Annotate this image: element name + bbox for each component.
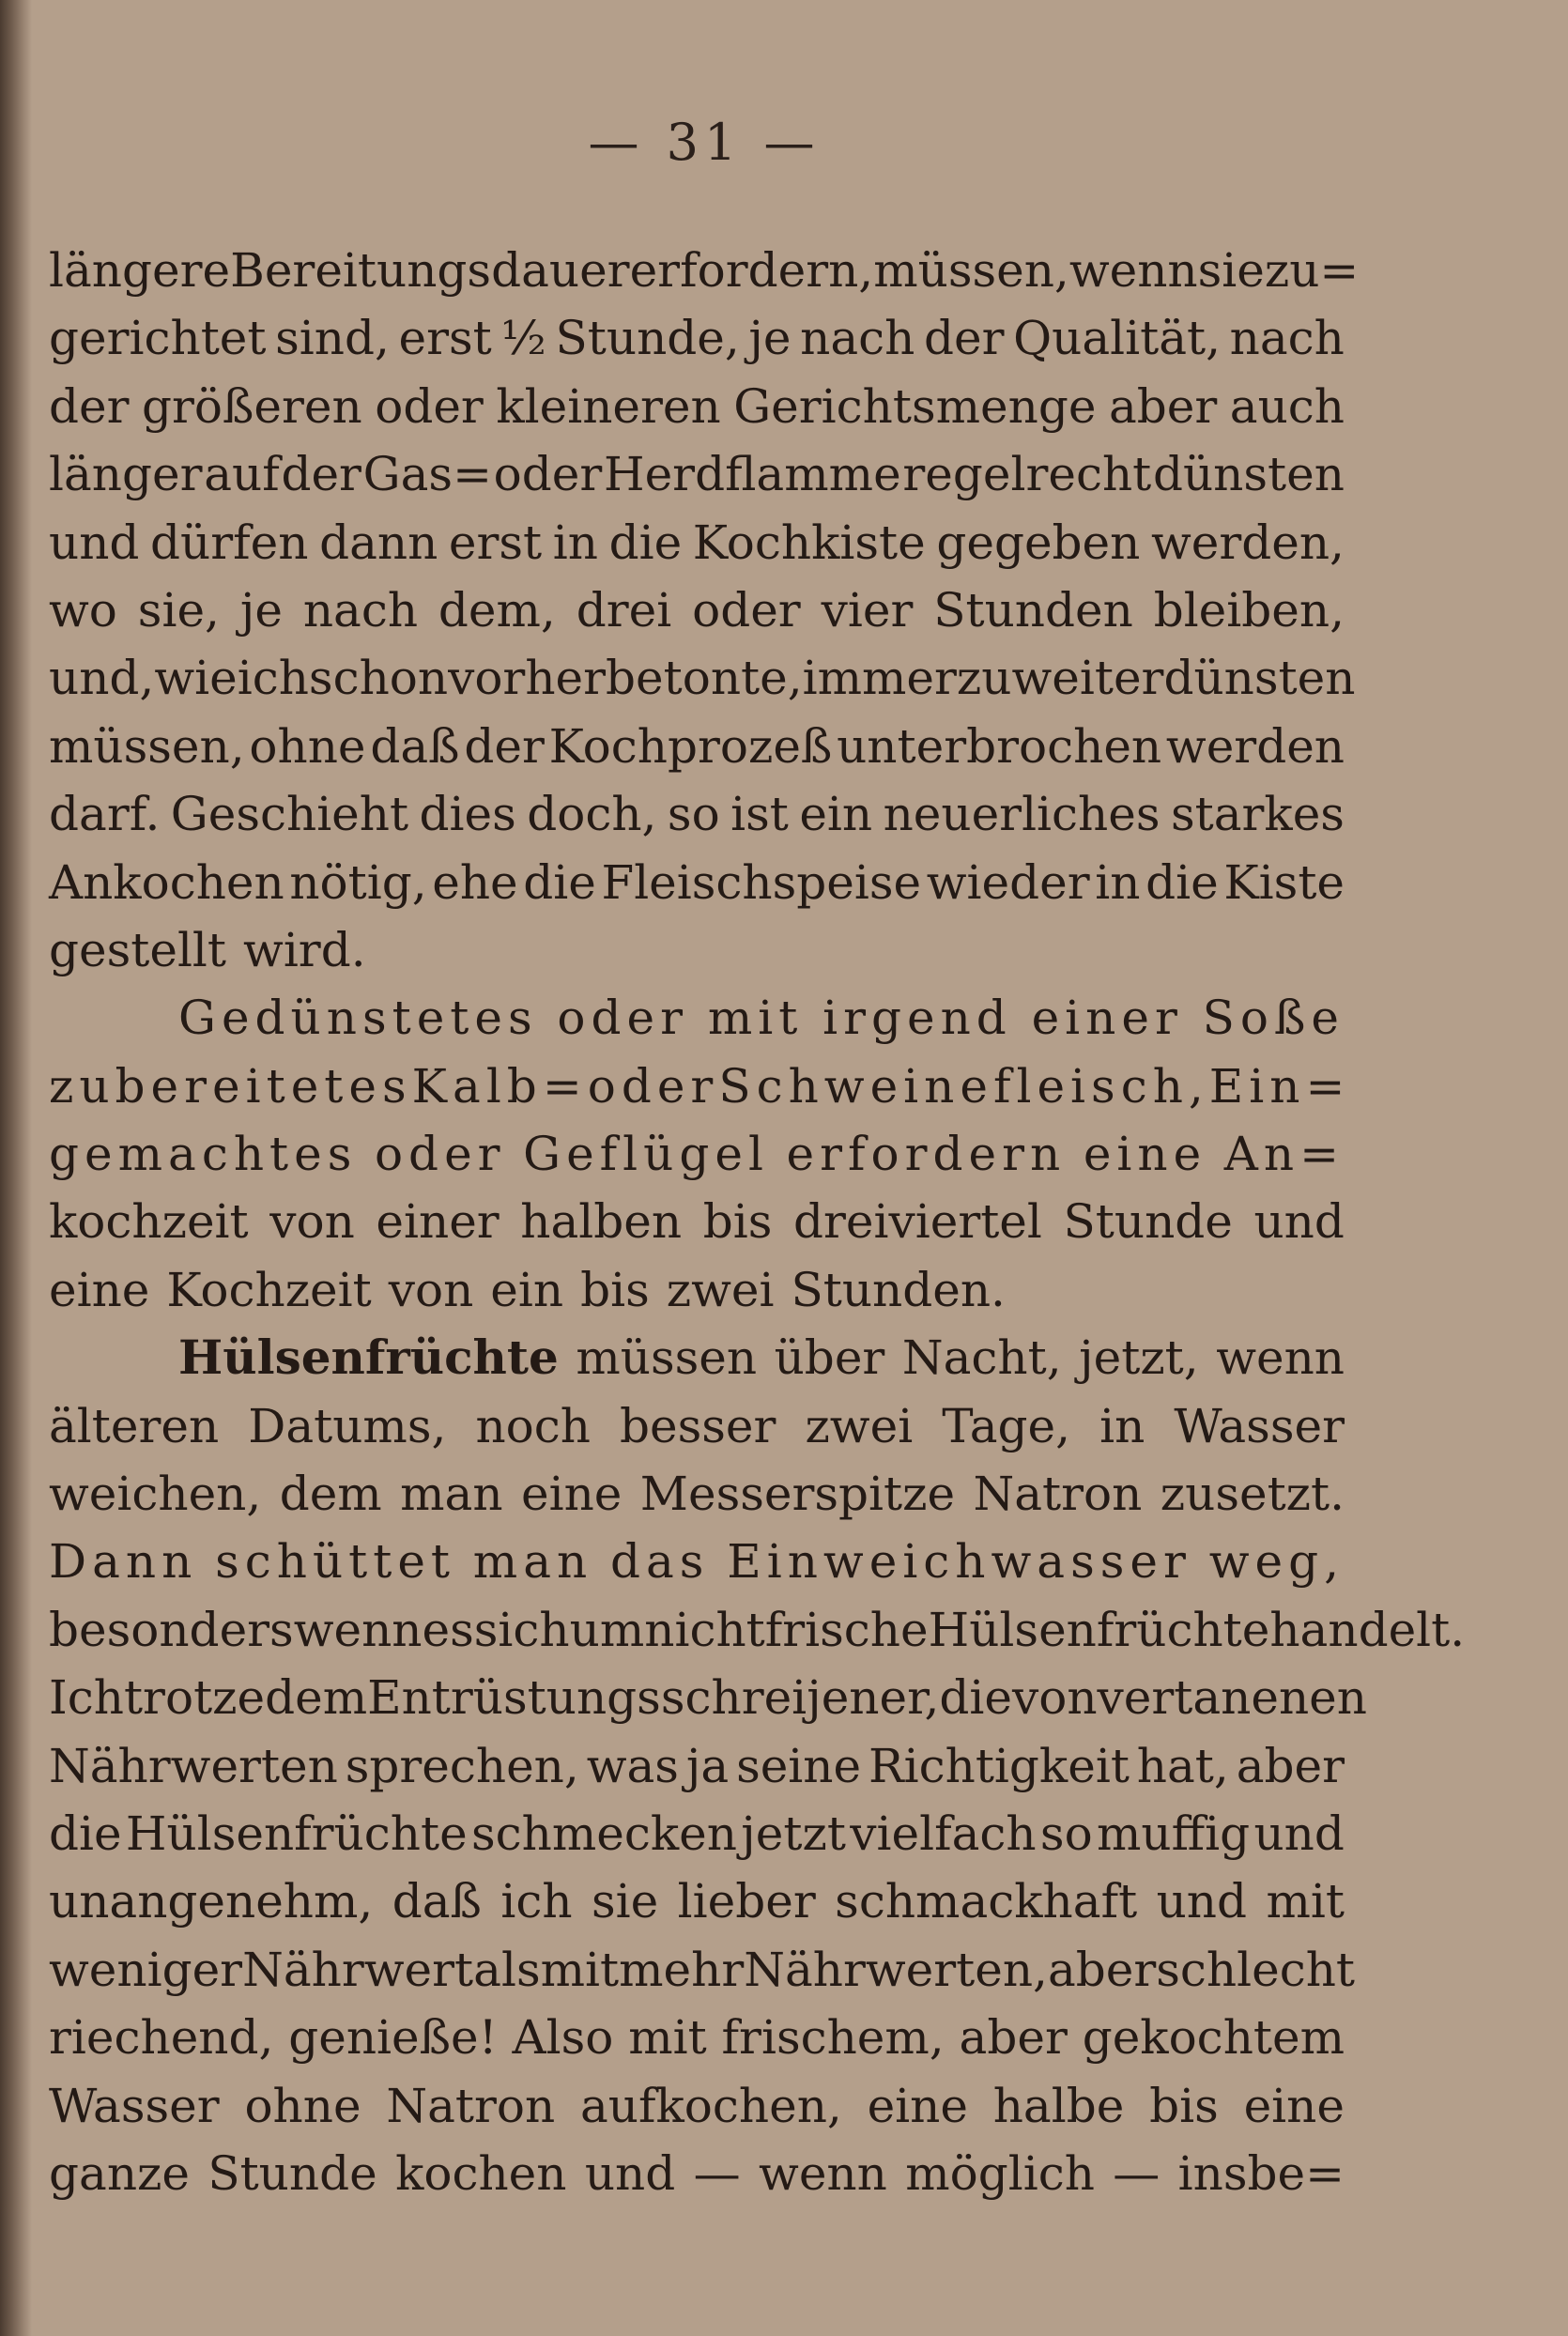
word: in (1099, 1398, 1145, 1453)
word: nach (1229, 311, 1345, 366)
text-line (49, 1800, 1345, 1867)
word: möglich (905, 2145, 1095, 2201)
word: ist (730, 787, 789, 842)
word: schmackhaft (835, 1874, 1138, 1929)
word: es (422, 1602, 474, 1657)
word: aber (1108, 378, 1218, 434)
word: sie (592, 1874, 659, 1929)
word: mit (540, 1942, 620, 1997)
text-line (49, 1188, 1345, 1255)
word: neuerliches (883, 787, 1161, 842)
word: eine (1083, 1127, 1207, 1182)
word: wie (154, 651, 238, 706)
word: und (49, 515, 140, 570)
word: oder (374, 1127, 506, 1182)
word: Natron (386, 2078, 556, 2133)
text-line (49, 1596, 1466, 1664)
text-line (49, 2140, 1345, 2207)
text-line (49, 2004, 1345, 2071)
word: werden (1165, 718, 1345, 774)
word: weiter (1011, 651, 1164, 706)
word: gekochtem (1082, 2010, 1345, 2066)
word: dürfen (150, 515, 309, 570)
word: und (1253, 1194, 1345, 1250)
word: länger (49, 447, 203, 502)
word: erfordern, (629, 243, 874, 298)
word: Nährwerten (49, 1738, 338, 1793)
word: gerichtet (49, 311, 267, 366)
word: Herdflamme (603, 447, 901, 502)
word: Soße (1202, 991, 1345, 1046)
word: müssen (576, 1330, 758, 1386)
word: Ein= (1208, 1058, 1351, 1114)
text-line (49, 1324, 1345, 1391)
word: sie (1197, 243, 1265, 298)
word: daß (370, 718, 460, 774)
text-line (49, 576, 1345, 644)
text-line (49, 304, 1345, 372)
word: nach (302, 582, 419, 638)
word: in (1095, 854, 1141, 910)
word: wieder (926, 854, 1090, 910)
word: der (464, 718, 545, 774)
word: wenn (1216, 1330, 1345, 1386)
word: die (523, 854, 596, 910)
word: gemachtes (49, 1127, 358, 1182)
word: je (748, 311, 792, 366)
word: mit (628, 2010, 707, 2066)
word: Datums, (248, 1398, 447, 1453)
word: halben (520, 1194, 683, 1250)
word: schon (308, 651, 449, 706)
word: je (239, 582, 283, 638)
word: in (552, 515, 598, 570)
word: einer (376, 1194, 500, 1250)
word: Schweinefleisch, (718, 1058, 1209, 1114)
word: Stunden (933, 582, 1133, 638)
word: oder (375, 378, 484, 434)
word: was (586, 1738, 679, 1793)
word: ohne (244, 2078, 361, 2133)
word: halbe (992, 2078, 1125, 2133)
word: erfordern (786, 1127, 1067, 1182)
text-line (49, 509, 1345, 576)
word: dreiviertel (793, 1194, 1042, 1250)
word: Gedünstetes (178, 991, 538, 1046)
text-line (49, 713, 1345, 780)
word: dem, (438, 582, 556, 638)
word: eine (49, 1262, 150, 1317)
word: noch (475, 1398, 591, 1453)
text-line (49, 237, 1360, 304)
word: Entrüstungsschrei (367, 1670, 807, 1726)
word: ein (799, 787, 873, 842)
word: vertanenen (1097, 1670, 1367, 1726)
word: zu= (1264, 243, 1360, 298)
word: über (774, 1330, 885, 1386)
text-line (49, 1528, 1345, 1595)
word: größeren (142, 378, 362, 434)
word: aber (959, 2010, 1068, 2066)
word: handelt. (1269, 1602, 1466, 1657)
word: von (388, 1262, 474, 1317)
word: Ich (49, 1670, 124, 1726)
text-line (49, 1460, 1345, 1528)
word: zwei (805, 1398, 914, 1453)
word: weg, (1208, 1534, 1345, 1590)
word: — (693, 2145, 741, 2201)
word: Hülsenfrüchte (125, 1806, 468, 1861)
word: dies (419, 787, 516, 842)
word: bis (1149, 2078, 1219, 2133)
word: Kalb= (411, 1058, 588, 1114)
word: jetzt (741, 1806, 846, 1861)
word: nicht (644, 1602, 765, 1657)
word: — (1113, 2145, 1161, 2201)
word: weichen, (49, 1467, 262, 1522)
text-line (49, 780, 1345, 848)
text-line (49, 1867, 1345, 1935)
word: einer (1031, 991, 1183, 1046)
word: um (569, 1602, 645, 1657)
word: so (1039, 1806, 1093, 1861)
word: Also (512, 2010, 614, 2066)
word: oder (692, 582, 801, 638)
word: Hülsenfrüchte (178, 1329, 559, 1386)
word: und (1156, 1874, 1248, 1929)
word: Messerspitze (639, 1467, 956, 1522)
word: weniger (49, 1942, 243, 1997)
text-line (49, 1256, 1345, 1324)
text-line (49, 849, 1345, 916)
word: und, (49, 651, 155, 706)
word: bis (702, 1194, 773, 1250)
word: von (1011, 1670, 1098, 1726)
word: schmecken (471, 1806, 737, 1861)
word: oder (587, 1058, 719, 1114)
word: wenn (1068, 243, 1198, 298)
word: Ankochen (49, 854, 284, 910)
word: von (269, 1194, 355, 1250)
word: auch (1229, 378, 1345, 434)
word: aufkochen, (579, 2078, 842, 2133)
word: die (939, 1670, 1012, 1726)
word: wo (49, 582, 117, 638)
word: muffig (1097, 1806, 1251, 1861)
word: trotze (123, 1670, 266, 1726)
word: mit (1266, 1874, 1345, 1929)
word: frischem, (721, 2010, 945, 2066)
text-line (49, 1664, 1367, 1731)
text-line (49, 644, 1356, 712)
word: zubereitetes (49, 1058, 412, 1114)
text-line (49, 984, 1345, 1052)
text-line (49, 1936, 1356, 2004)
word: der (49, 378, 130, 434)
word: eine (1243, 2078, 1345, 2133)
word: lieber (677, 1874, 816, 1929)
word: die (608, 515, 683, 570)
word: wenn (759, 2145, 887, 2201)
word: sie, (137, 582, 220, 638)
word: unterbrochen (837, 718, 1162, 774)
word: kochen (395, 2145, 567, 2201)
word: bleiben, (1153, 582, 1345, 638)
body-text (49, 237, 1466, 2207)
word: Wasser (1174, 1398, 1345, 1453)
word: dünsten (1152, 447, 1345, 502)
word: sprechen, (345, 1738, 579, 1793)
word: Fleischspeise (601, 854, 922, 910)
word: aber (1047, 1942, 1157, 1997)
word: Dann (49, 1534, 198, 1590)
word: Richtigkeit (869, 1738, 1130, 1793)
word: schüttet (215, 1534, 456, 1590)
word: der (924, 311, 1005, 366)
word: jener, (807, 1670, 940, 1726)
word: aber (1236, 1738, 1345, 1793)
text-line (49, 1053, 1351, 1120)
word: man (400, 1467, 503, 1522)
word: Tage, (942, 1398, 1071, 1453)
word: Nährwert (242, 1942, 474, 1997)
text-line (49, 916, 1345, 984)
word: auf (204, 447, 280, 502)
word: Kiste (1223, 854, 1345, 910)
word: schlecht (1156, 1942, 1356, 1997)
word: Kochprozeß (548, 718, 833, 774)
word: frische (764, 1602, 929, 1657)
word: oder (493, 447, 603, 502)
word: darf. (49, 787, 161, 842)
word: gegeben (936, 515, 1141, 570)
word: Wasser (49, 2078, 220, 2133)
word: eine (867, 2078, 968, 2133)
word: gestellt (49, 922, 227, 977)
word: ganze (49, 2145, 190, 2201)
word: vielfach (850, 1806, 1037, 1861)
word: wird. (243, 922, 366, 977)
word: dem (265, 1670, 368, 1726)
word: ein (490, 1262, 564, 1317)
word: unangenehm, (49, 1874, 374, 1929)
word: betonte, (606, 651, 803, 706)
word: erst (448, 515, 543, 570)
word: Stunde (208, 2145, 377, 2201)
word: starkes (1170, 787, 1345, 842)
word: jetzt, (1079, 1330, 1199, 1386)
word: ich (237, 651, 309, 706)
word: regelrecht (902, 447, 1152, 502)
word: Natron (973, 1467, 1143, 1522)
page-number: — 31 — (588, 113, 821, 172)
word: zusetzt. (1160, 1467, 1345, 1522)
word: erst (398, 311, 492, 366)
text-line (49, 1392, 1345, 1460)
word: bis (580, 1262, 650, 1317)
word: seine (736, 1738, 862, 1793)
word: das (609, 1534, 710, 1590)
word: Geschieht (170, 787, 409, 842)
word: längere (49, 243, 231, 298)
word: dann (319, 515, 438, 570)
word: so (667, 787, 720, 842)
word: Stunde, (555, 311, 740, 366)
word: nötig, (289, 854, 427, 910)
word: sind, (275, 311, 390, 366)
word: Hülsenfrüchte (928, 1602, 1270, 1657)
text-line (49, 1120, 1345, 1188)
word: Stunde (1063, 1194, 1233, 1250)
word: und (1253, 1806, 1345, 1861)
word: kleineren (496, 378, 721, 434)
word: irgend (822, 991, 1012, 1046)
word: An= (1223, 1127, 1345, 1182)
word: vier (821, 582, 914, 638)
word: nach (800, 311, 915, 366)
word: müssen, (49, 718, 245, 774)
word: daß (392, 1874, 482, 1929)
word: ja (685, 1738, 730, 1793)
word: mit (707, 991, 804, 1046)
word: der (281, 447, 361, 502)
word: drei (576, 582, 672, 638)
word: älteren (49, 1398, 220, 1453)
word: Stunden. (791, 1262, 1006, 1317)
word: man (472, 1534, 593, 1590)
word: als (473, 1942, 541, 1997)
word: Qualität, (1013, 311, 1222, 366)
word: genieße! (288, 2010, 498, 2066)
word: hat, (1136, 1738, 1229, 1793)
word: ich (500, 1874, 573, 1929)
word: oder (557, 991, 689, 1046)
text-line (49, 1732, 1345, 1800)
word: kochzeit (49, 1194, 249, 1250)
word: Gerichtsmenge (733, 378, 1097, 434)
word: dem (279, 1467, 382, 1522)
text-line (49, 373, 1345, 440)
word: besser (620, 1398, 776, 1453)
word: Gas= (362, 447, 492, 502)
word: müssen, (873, 243, 1069, 298)
word: mehr (619, 1942, 745, 1997)
word: sich (473, 1602, 570, 1657)
word: werden, (1150, 515, 1345, 570)
text-line (49, 2072, 1345, 2140)
text-line (49, 440, 1345, 508)
word: insbe= (1177, 2145, 1345, 2201)
word: Nährwerten, (744, 1942, 1048, 1997)
word: die (49, 1806, 122, 1861)
word: ½ (500, 311, 546, 366)
word: wenn (293, 1602, 423, 1657)
word: Kochzeit (166, 1262, 372, 1317)
word: besonders (49, 1602, 294, 1657)
word: Geflügel (523, 1127, 769, 1182)
word: die (1145, 854, 1219, 910)
word: vorher (448, 651, 607, 706)
word: Einweichwasser (727, 1534, 1191, 1590)
word: Kochkiste (692, 515, 926, 570)
word: eine (521, 1467, 623, 1522)
word: doch, (527, 787, 657, 842)
word: riechend, (49, 2010, 274, 2066)
word: ohne (249, 718, 366, 774)
binding-edge (0, 0, 32, 2336)
word: ehe (432, 854, 518, 910)
word: dünsten (1163, 651, 1356, 706)
word: und (584, 2145, 676, 2201)
word: Nacht, (901, 1330, 1062, 1386)
word: zwei (666, 1262, 775, 1317)
word: Bereitungsdauer (230, 243, 630, 298)
word: immerzu (802, 651, 1012, 706)
